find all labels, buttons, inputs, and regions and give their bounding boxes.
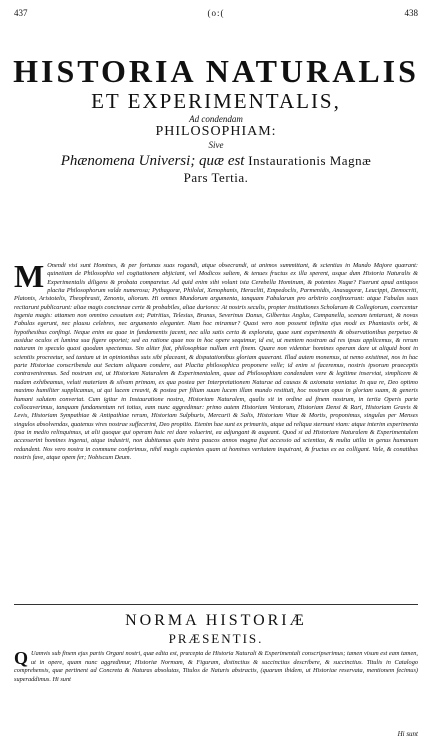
preface-dropcap: M xyxy=(14,262,45,294)
title-phaenomena-italic: Phænomena Universi; quæ est xyxy=(60,153,245,169)
section-divider xyxy=(14,604,418,605)
norma-title-line2: PRÆSENTIS. xyxy=(168,631,264,646)
header-ornament: (o:( xyxy=(207,8,225,18)
norma-text xyxy=(14,650,418,726)
page-number-left: 437 xyxy=(14,8,28,18)
title-instaurationis: Instaurationis Magnæ xyxy=(248,153,372,168)
page-header xyxy=(14,6,418,20)
title-line-philosophiam: PHILOSOPHIAM: xyxy=(155,124,277,139)
preface-body: Onendi visi sunt Homines, & per fortunas suas rogandi, atque obsecrandi, ut animos summittant, & scientias in Mundo Majore quærant: quinetiam de Philosophia vel cogitationem abjiciant, vel Modicos saltem, & tenues fructus ex illa sperent, usque dum Historia Naturalis & Experimentalis diligens & probata comparetur. Ad quid enim sibi volunt ista Cerebella Hominum, & potentes Nugæ? Fuerunt apud antiquos placita Philosophorum valde numerosa; Pythagoræ, Philolai, Xenophanis, Heracliti, Empedoclis, Parmenidis, Anaxagoræ, Leucippi, Democriti, Platonis, Aristotelis, Theophrasti, Zenonis, aliorum. Hi omnes Mundorum argumenta, tanquam Fabularum pro arbitrio confinxerunt: atque Fabulas suas recitarunt publicarunt: aliae magis concinnae certe & probabiles, aliae duriores: At nostris seculis, propter institutiones Scholarum & Collegiorum, coercentur ingenia magis: attamen non omnino cessatum est; Patritius, Telesius, Brunus, Severinus Danus, Gilbertus Anglus, Campanella, scenam tentarunt, & novas Fabulas egerunt, nec plausu celebres, nec argumento eleganter. Num hoc miramur? Quasi vero non possent infinita ejus modi ex Phantasiis orbi, & hypothesibus confingi. Neque enim ea quae in fundamentis jacent, nec ulla satis certa & explorata, quae sunt experimentis & observationibus perpetuo & assidue oculos et lumina sua figere oportet; sed ea ratione quae nos in hoc opere sequimur, id est, ut mentem nostram ad res ipsas applicemus, & rerum naturam in speculo quasi quodam spectemus. Sin aliter fiat, philosophiae nullum erit finem. Quare non videntur homines operam dare ut aliquid boni in scientiis procreetur, sed tantum ut in opinionibus suis sibi placeant, & disputationibus gloriam quaerant. Illud autem monemus, ut nemo existimet, nos in hac parte Historiae conscribenda aut Sectam aliquam condere, aut Placita philosophica proponere velle; id enim si faceremus, nostris ipsorum praeceptis contraveniremus. Sed nostrum est, ut Historiam Naturalem & Experimentalem, quae ad Philosophiam condendam vere & legitime inserviat, simplicem & nudam exhibeamus, veluti materiam & silvam primam, ex qua postea per Interpretationem Naturae ad causas & axiomata veniatur. In qua re, Deo optimo maximo humiliter supplicamus, ut qui lucem creavit, & postea per filium suum lucem illam mundo restituit, hoc nostrum opus in gloriam suam, & generis humani salutem convertat. Cum igitur in Instauratione nostra, Historiam Naturalem, qualis sit in ordine ad finem nostrum, in tertia Operis parte collocaverimus, tanquam fundamentum rei totius, eam nunc aggredimur: primo autem Historiam Ventorum, Historiam Densi & Rari, Historiam Gravis & Levis, Historiam Sympathiae & Antipathiae rerum, Historiam Sulphuris, Mercurii & Salis, Historiam Vitae & Mortis, proponimus, singulas per Menses singulos absolvendas, quatenus vires nostrae suffecerint, Deo propitio. Etenim hae sunt ex primariis, atque ad reliqua sternunt viam: atque interim experimenta ipsa in medio relinquimus, ut alii quoque qui operam huic rei dare voluerint, ea adjungant & augeant. Quod si ad Historiam Naturalem & Experimentalem accesserint homines ingenui, atque industrii, non dubitamus quin intra paucos annos magna fiat accessio ad scientias, & multa utilia in genus humanum redundent. Nos vero nostra in commune conferimus, nihil magis cupientes quam ut homines veritatem inquirant, & fructus ex ea colligant. Vale, & conatibus nostris fave, atque opem fer; Nobiscum Deum. xyxy=(14,262,418,461)
norma-heading xyxy=(0,612,432,646)
title-line-experimentalis: ET EXPERIMENTALIS, xyxy=(91,89,341,113)
title-block xyxy=(0,54,432,186)
title-line-main: HISTORIA NATURALIS xyxy=(13,53,419,89)
norma-dropcap: Q xyxy=(14,650,29,668)
title-line-phaenomena xyxy=(0,152,432,170)
title-line-ad-condendam: Ad condendam xyxy=(189,114,243,124)
preface-text xyxy=(14,262,418,600)
norma-body: Uamvis sub finem ejus partis Organi nostri, quæ edita est, præcepta de Historia Naturali & Experimentali conscripserimus; tamen visum est eam tamen, ut in opere, quam nunc aggredimur, Historiæ Normam, & Figuram, distinctius & succinctius describere, & succinctius. Titulis in Catalogo comprehensis, quæ pertinent ad Concreta & Naturas absolutas, Titulos de Naturis abstractis, (quarum ibidem, ut Historiae reservata, mentionem fecimus) superaddimus. Hi sunt xyxy=(14,650,418,683)
catchword: Hi sunt xyxy=(397,730,418,738)
page-number-right: 438 xyxy=(404,8,418,18)
title-line-sive: Sive xyxy=(208,140,224,150)
title-line-pars-tertia: Pars Tertia. xyxy=(183,170,249,185)
norma-title-line1: NORMA HISTORIÆ xyxy=(125,612,307,629)
